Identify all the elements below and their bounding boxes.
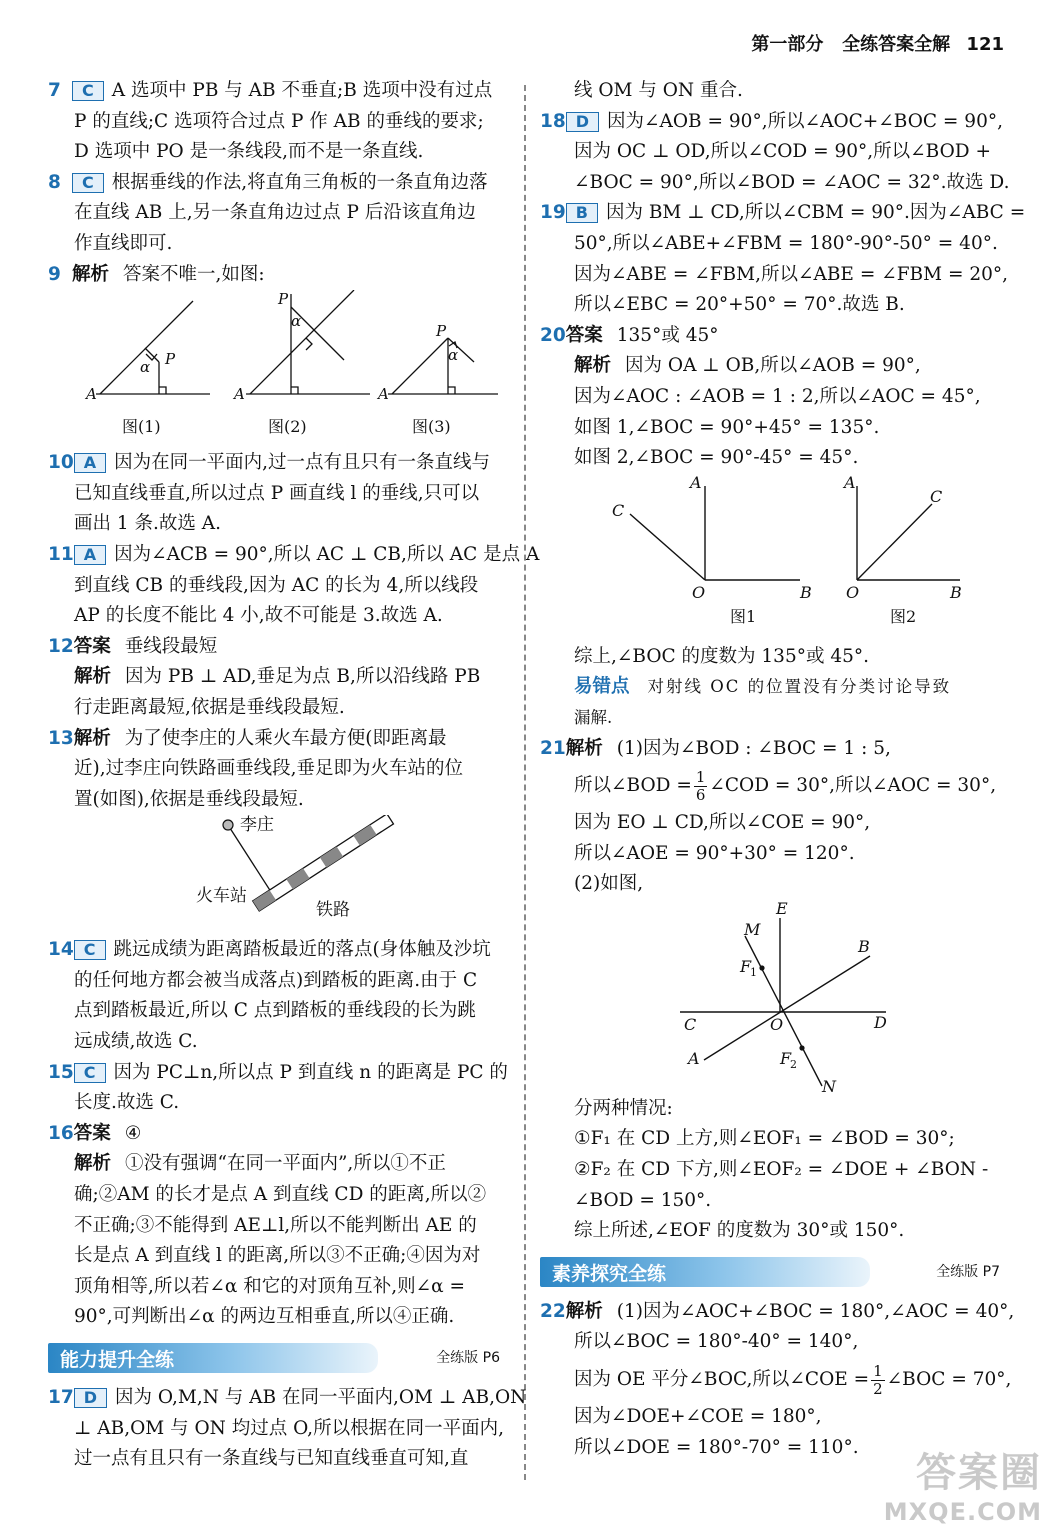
q9-fig-label: A: [378, 385, 389, 404]
q8-line: 根据垂线的作法,将直角三角板的一条直角边落: [111, 171, 488, 193]
q10-line: 画出 1 条.故选 A.: [74, 513, 222, 535]
q17-line: 线 OM 与 ON 重合.: [574, 80, 743, 101]
q20-error-text: 对射线 OC 的位置没有分类讨论导致: [647, 677, 952, 697]
q13-label: 解析: [73, 727, 111, 749]
q11-line: 到直线 CB 的垂线段,因为 AC 的长为 4,所以线段: [74, 574, 479, 596]
question-8: [48, 168, 510, 260]
q13-line: 近),过李庄向铁路画垂线段,垂足即为火车站的位: [74, 758, 463, 780]
q20-fig-label: A: [844, 473, 856, 492]
question-20: [540, 321, 1010, 734]
q9-fig-label: α: [291, 312, 302, 331]
q22-line: 因为 OE 平分∠BOC,所以∠COE =: [574, 1369, 870, 1391]
q10-line: 已知直线垂直,所以过点 P 画直线 l 的垂线,只可以: [74, 482, 480, 504]
q20-fig-label: O: [692, 582, 706, 602]
q10-line: 因为在同一平面内,过一点有且只有一条直线与: [114, 452, 491, 474]
q9-fig-label: A: [86, 385, 97, 404]
q16-line: 顶角相等,所以若∠α 和它的对顶角互补,则∠α =: [74, 1275, 466, 1297]
section-band-ability: [48, 1341, 510, 1375]
q21-line: ①F₁ 在 CD 上方,则∠EOF₁ = ∠BOD = 30°;: [574, 1128, 955, 1150]
q12-answer-label: 答案: [73, 635, 111, 657]
q14-line: 远成绩,故选 C.: [74, 1031, 198, 1053]
q9-text: 答案不唯一,如图:: [123, 263, 265, 285]
q9-caption: 图(2): [268, 417, 307, 437]
q9-label: 解析: [72, 263, 110, 285]
q20-fig-label: A: [690, 473, 702, 492]
q21-fig-label: E: [776, 899, 788, 918]
q18-line: 因为∠AOB = 90°,所以∠AOC+∠BOC = 90°,: [607, 110, 1003, 132]
header-section: 第一部分: [751, 34, 824, 55]
q21-fig-label: F: [780, 1048, 792, 1068]
q7-line: A 选项中 PB 与 AB 不垂直;B 选项中没有过点: [111, 80, 493, 101]
q14-line: 的任何地方都会被当成落点)到踏板的距离.由于 C: [74, 969, 478, 991]
q16-analysis-label: 解析: [74, 1153, 112, 1175]
q22-frac-num: 1: [873, 1361, 883, 1380]
page-number: 121: [966, 34, 1004, 55]
q9-fig-label: P: [436, 322, 447, 341]
q17-line: 过一点有且只有一条直线与已知直线垂直可知,直: [74, 1448, 469, 1470]
q9-number: 9: [48, 263, 61, 285]
q16-answer: ④: [124, 1122, 142, 1144]
q21-fig-label: 2: [790, 1057, 797, 1071]
q20-answer: 135°或 45°: [616, 324, 719, 346]
q21-fraction: [694, 769, 708, 804]
q9-fig-label: P: [278, 290, 289, 309]
q21-line: 分两种情况:: [574, 1097, 673, 1119]
question-22: [540, 1297, 1015, 1463]
question-11: [48, 540, 540, 632]
q22-line: 所以∠BOC = 180°-40° = 140°,: [574, 1331, 859, 1353]
section-band-ref: 全练版 P7: [936, 1263, 1000, 1280]
q17-continued: [540, 76, 1010, 107]
q20-line: 因为∠AOC : ∠AOB = 1 : 2,所以∠AOC = 45°,: [574, 385, 981, 407]
q20-error-text: 漏解.: [574, 707, 613, 727]
q22-line: 所以∠DOE = 180°-70° = 110°.: [574, 1436, 859, 1458]
q9-fig-label: A: [234, 385, 245, 404]
q21-line: 综上所述,∠EOF 的度数为 30°或 150°.: [574, 1220, 905, 1242]
q10-answer-badge: A: [74, 453, 106, 473]
q17-line: ⊥ AB,OM 与 ON 均过点 O,所以根据在同一平面内,: [74, 1417, 504, 1439]
q21-frac-den: 6: [695, 785, 706, 804]
column-divider: [524, 85, 526, 1480]
q21-fig-label: N: [822, 1076, 836, 1094]
q22-number: 22: [540, 1300, 566, 1322]
q20-conclusion: 综上,∠BOC 的度数为 135°或 45°.: [574, 645, 870, 667]
q9-figure-svg: [48, 290, 510, 448]
q21-line: 所以∠AOE = 90°+30° = 120°.: [574, 842, 855, 864]
q20-caption: 图1: [730, 606, 757, 626]
q19-line: 所以∠EBC = 20°+50° = 70°.故选 B.: [574, 294, 905, 316]
q11-line: 因为∠ACB = 90°,所以 AC ⊥ CB,所以 AC 是点 A: [114, 543, 540, 565]
q20-error-label: 易错点: [574, 676, 630, 698]
q21-fig-label: F: [740, 956, 752, 976]
section-band-title: 素养探究全练: [552, 1262, 667, 1285]
watermark-logo: [884, 1441, 1042, 1526]
q15-line: 长度.故选 C.: [74, 1092, 180, 1114]
q16-line: 不正确;③不能得到 AE⊥l,所以不能判断出 AE 的: [74, 1214, 477, 1236]
q21-line: ∠BOD = 150°.: [574, 1189, 712, 1211]
q21-fig-label: D: [874, 1012, 887, 1032]
q12-line: 因为 PB ⊥ AD,垂足为点 B,所以沿线路 PB: [125, 666, 481, 688]
q7-line: D 选项中 PO 是一条线段,而不是一条直线.: [74, 141, 424, 163]
q7-line: P 的直线;C 选项符合过点 P 作 AB 的垂线的要求;: [74, 110, 484, 132]
q21-frac-num: 1: [695, 767, 706, 786]
q18-line: 因为 OC ⊥ OD,所以∠COD = 90°,所以∠BOD +: [574, 141, 991, 163]
q9-fig-label: P: [165, 350, 176, 369]
q8-answer-badge: C: [72, 173, 104, 193]
q12-analysis-label: 解析: [74, 666, 112, 688]
question-12: [48, 632, 510, 724]
q12-number: 12: [48, 635, 74, 657]
q12-line: 行走距离最短,依据是垂线段最短.: [74, 696, 345, 718]
question-14: [48, 935, 510, 1057]
question-9: [48, 260, 510, 449]
question-19: [540, 198, 1026, 320]
q19-line: 50°,所以∠ABE+∠FBM = 180°-90°-50° = 40°.: [574, 232, 998, 254]
watermark-line: 答案圈: [916, 1450, 1042, 1496]
q13-label-lizhuang: 李庄: [240, 815, 274, 836]
q14-answer-badge: C: [74, 940, 106, 960]
question-17: [48, 1383, 527, 1475]
q15-line: 因为 PC⊥n,所以点 P 到直线 n 的距离是 PC 的: [113, 1061, 508, 1083]
q22-line: (1)因为∠AOC+∠BOC = 180°,∠AOC = 40°,: [616, 1300, 1015, 1322]
q21-figure-svg: [540, 900, 1010, 1094]
q21-fig-label: M: [744, 919, 761, 939]
q21-fig-label: A: [688, 1048, 700, 1068]
q18-number: 18: [540, 110, 566, 132]
header-title: 全练答案全解: [842, 34, 951, 55]
q9-figures: [48, 290, 510, 448]
question-15: [48, 1058, 510, 1119]
q16-line: 长是点 A 到直线 l 的距离,所以③不正确;④因为对: [74, 1245, 481, 1267]
q19-answer-badge: B: [566, 203, 598, 223]
q20-fig-label: B: [950, 582, 962, 602]
q17-answer-badge: D: [74, 1388, 107, 1408]
q8-line: 在直线 AB 上,另一条直角边过点 P 后沿该直角边: [74, 202, 476, 224]
q7-number: 7: [48, 80, 61, 101]
q20-figures: [540, 474, 1010, 642]
q22-label: 解析: [565, 1300, 603, 1322]
q18-answer-badge: D: [566, 112, 599, 132]
q18-line: ∠BOC = 90°,所以∠BOD = ∠AOC = 32°.故选 D.: [574, 171, 1010, 193]
q19-line: 因为 BM ⊥ CD,所以∠CBM = 90°.因为∠ABC =: [605, 202, 1026, 224]
q13-label-station: 火车站: [196, 886, 247, 907]
q21-figure: [540, 900, 1010, 1094]
q22-fraction: [871, 1363, 885, 1398]
question-7: [48, 76, 510, 168]
q14-line: 点到踏板最近,所以 C 点到踏板的垂线段的长为跳: [74, 1000, 476, 1022]
q21-line: (2)如图,: [574, 873, 644, 895]
q21-fig-label: B: [858, 936, 870, 956]
section-band-title: 能力提升全练: [60, 1349, 175, 1371]
q20-line: 如图 1,∠BOC = 90°+45° = 135°.: [574, 416, 880, 438]
q15-answer-badge: C: [74, 1063, 106, 1083]
question-16: [48, 1119, 510, 1333]
q21-line: ②F₂ 在 CD 下方,则∠EOF₂ = ∠DOE + ∠BON -: [574, 1159, 989, 1181]
q17-line: 因为 O,M,N 与 AB 在同一平面内,OM ⊥ AB,ON: [115, 1387, 527, 1408]
q20-caption: 图2: [890, 606, 917, 626]
q9-fig-label: α: [448, 346, 459, 365]
q16-line: 确;②AM 的长才是点 A 到直线 CD 的距离,所以②: [74, 1184, 487, 1206]
question-21: [540, 734, 1010, 1247]
q22-frac-den: 2: [873, 1379, 883, 1398]
right-column: [540, 76, 1026, 1463]
q16-number: 16: [48, 1122, 74, 1144]
q21-line: (1)因为∠BOD : ∠BOC = 1 : 5,: [616, 737, 891, 759]
q16-line: ①没有强调“在同一平面内”,所以①不正: [125, 1153, 446, 1175]
q9-fig-label: α: [140, 358, 151, 377]
left-column: [48, 76, 540, 1475]
q13-label-railway: 铁路: [316, 900, 350, 921]
q11-number: 11: [48, 543, 74, 565]
section-band-literacy: [540, 1255, 1010, 1289]
q20-fig-label: O: [846, 582, 860, 602]
q11-answer-badge: A: [74, 545, 106, 565]
q20-line: 因为 OA ⊥ OB,所以∠AOB = 90°,: [625, 355, 921, 377]
q21-number: 21: [540, 737, 566, 759]
q21-line: 因为 EO ⊥ CD,所以∠COE = 90°,: [574, 812, 871, 834]
q22-line: 因为∠DOE+∠COE = 180°,: [574, 1406, 822, 1428]
q20-fig-label: C: [612, 500, 625, 520]
q20-number: 20: [540, 324, 566, 346]
watermark-line: MXQE.COM: [883, 1498, 1042, 1526]
q21-line: ∠COD = 30°,所以∠AOC = 30°,: [709, 775, 997, 797]
q8-number: 8: [48, 171, 61, 193]
q14-line: 跳远成绩为距离踏板最近的落点(身体触及沙坑: [113, 939, 491, 961]
q15-number: 15: [48, 1061, 74, 1083]
q20-figure-svg: [540, 474, 1010, 642]
question-10: [48, 448, 510, 540]
q20-fig-label: B: [800, 582, 812, 602]
question-13: [48, 724, 510, 936]
q12-answer: 垂线段最短: [124, 635, 218, 657]
page-header: [751, 30, 1004, 56]
q13-line: 为了使李庄的人乘火车最方便(即距离最: [124, 727, 447, 749]
q13-line: 置(如图),依据是垂线段最短.: [74, 788, 304, 810]
q10-number: 10: [48, 452, 74, 474]
question-18: [540, 107, 1010, 199]
q17-number: 17: [48, 1387, 74, 1408]
q16-line: 90°,可判断出∠α 的两边互相垂直,所以④正确.: [74, 1306, 455, 1328]
q13-figure: [48, 815, 510, 935]
q21-fig-label: 1: [750, 965, 757, 979]
q19-number: 19: [540, 202, 566, 224]
q8-line: 作直线即可.: [74, 232, 173, 254]
q20-fig-label: C: [930, 486, 943, 506]
q13-number: 13: [48, 727, 74, 749]
q14-number: 14: [48, 939, 74, 961]
q16-answer-label: 答案: [73, 1122, 111, 1144]
q20-answer-label: 答案: [565, 324, 603, 346]
q11-line: AP 的长度不能比 4 小,故不可能是 3.故选 A.: [74, 605, 443, 627]
q20-line: 如图 2,∠BOC = 90°-45° = 45°.: [574, 447, 859, 469]
q9-caption: 图(3): [412, 417, 451, 437]
q21-line: 所以∠BOD =: [574, 775, 692, 797]
q20-analysis-label: 解析: [574, 355, 612, 377]
q21-fig-label: C: [684, 1014, 697, 1034]
q9-caption: 图(1): [122, 417, 161, 437]
q22-line: ∠BOC = 70°,: [886, 1369, 1012, 1391]
q21-label: 解析: [565, 737, 603, 759]
section-band-ref: 全练版 P6: [436, 1350, 500, 1366]
q13-figure-svg: [48, 815, 510, 935]
q7-answer-badge: C: [72, 81, 104, 101]
q19-line: 因为∠ABE = ∠FBM,所以∠ABE = ∠FBM = 20°,: [574, 263, 1009, 285]
q21-fig-label: O: [770, 1014, 784, 1034]
